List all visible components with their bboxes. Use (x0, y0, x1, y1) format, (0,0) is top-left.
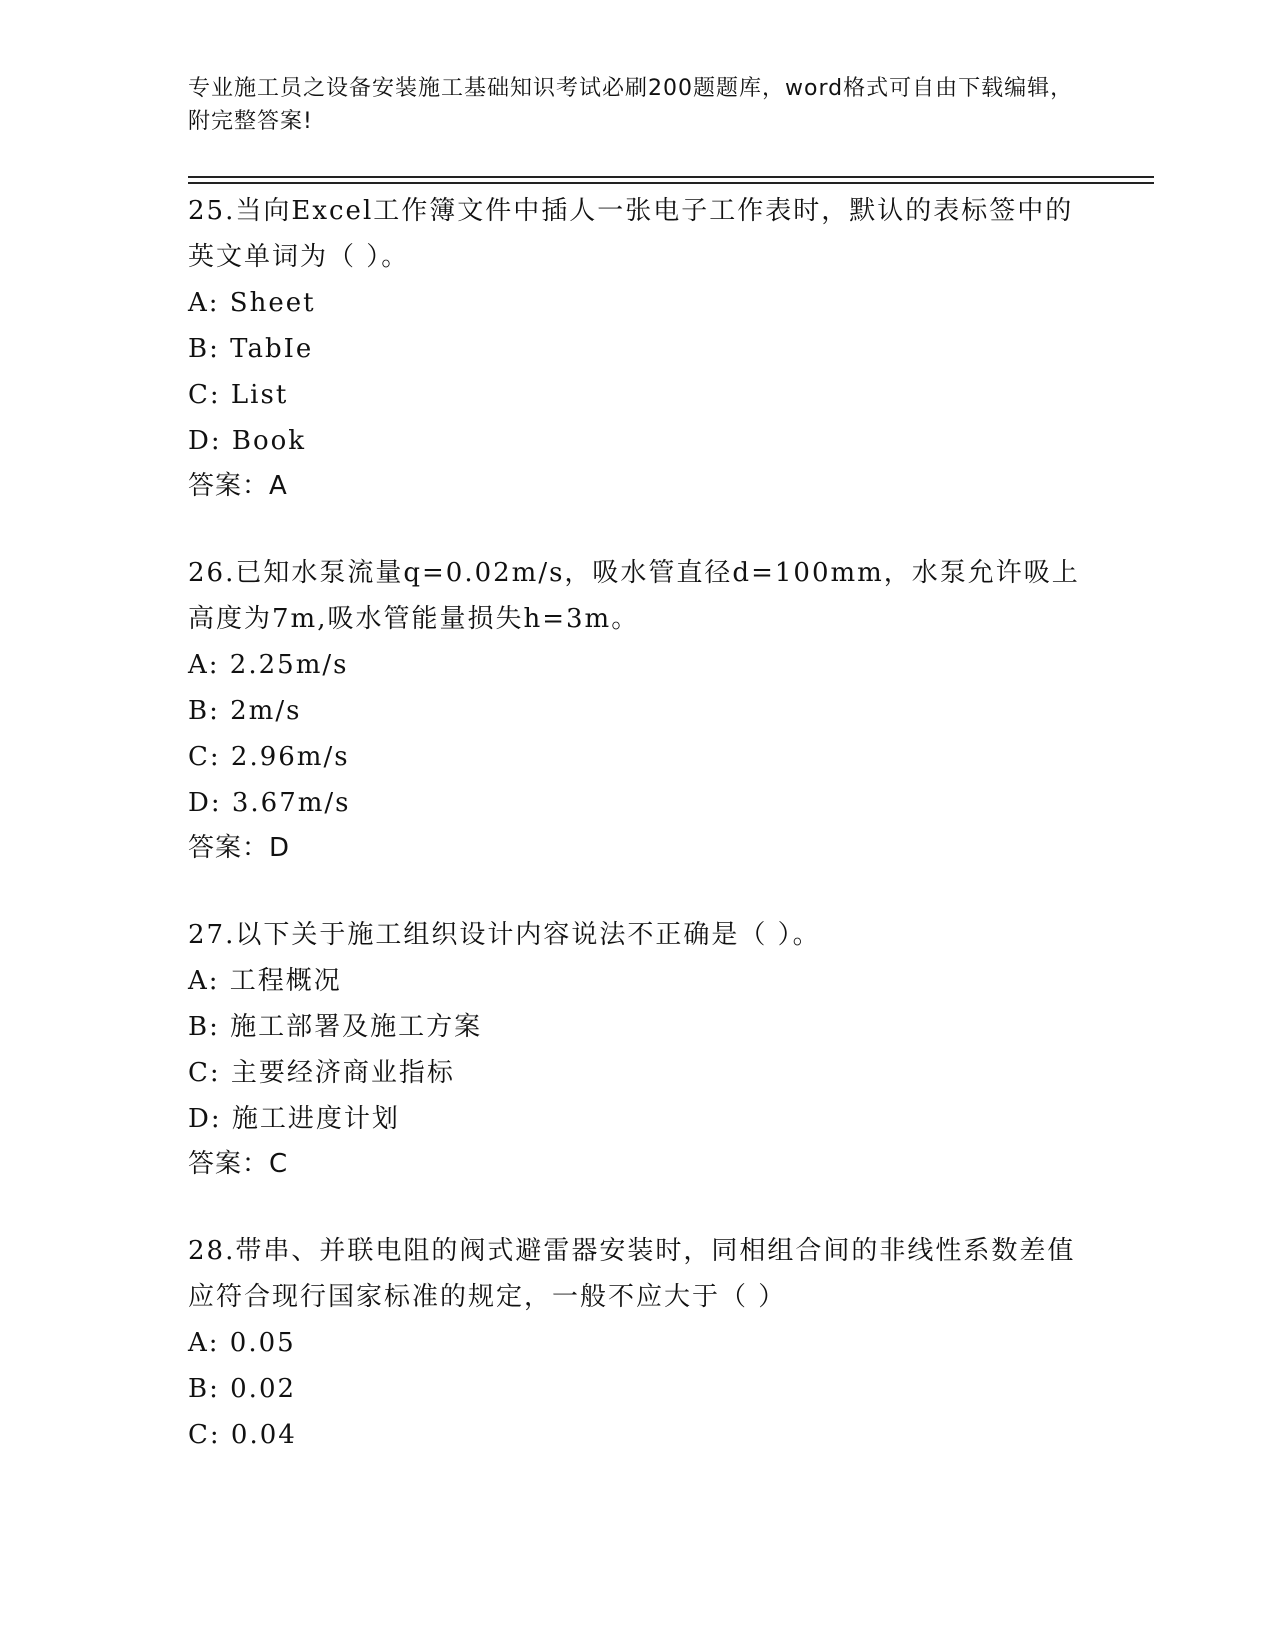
answer-label: 答案：A (188, 471, 288, 501)
question-stem: 26.已知水泵流量q=0.02m/s，吸水管直径d=100mm，水泵允许吸上高度为7m,吸水管能量损失h=3m。 (188, 558, 1080, 634)
option-d: D: Book (188, 426, 307, 456)
option-c: C: 0.04 (188, 1420, 297, 1450)
option-d: D: 施工进度计划 (188, 1104, 400, 1134)
question-stem: 28.带串、并联电阻的阀式避雷器安装时，同相组合间的非线性系数差值应符合现行国家标准的规定，一般不应大于（ ） (188, 1236, 1076, 1312)
question-stem: 25.当向Excel工作簿文件中插人一张电子工作表时，默认的表标签中的英文单词为（ ）。 (188, 196, 1074, 272)
question-27 (188, 912, 1088, 1186)
option-c: C: List (188, 380, 289, 410)
document-header: 专业施工员之设备安装施工基础知识考试必刷200题题库，word格式可自由下载编辑，附完整答案! (188, 76, 1074, 134)
option-a: A: Sheet (188, 288, 316, 318)
option-a: A: 2.25m/s (188, 650, 349, 680)
question-stem: 27.以下关于施工组织设计内容说法不正确是（ ）。 (188, 920, 821, 950)
question-26 (188, 550, 1088, 870)
option-c: C: 主要经济商业指标 (188, 1058, 455, 1088)
option-b: B: TabIe (188, 334, 314, 364)
question-25 (188, 188, 1088, 508)
option-b: B: 2m/s (188, 696, 302, 726)
answer-label: 答案：D (188, 833, 291, 863)
option-a: A: 0.05 (188, 1328, 296, 1358)
option-b: B: 0.02 (188, 1374, 297, 1404)
option-b: B: 施工部署及施工方案 (188, 1012, 483, 1042)
header-divider-bottom (188, 182, 1154, 184)
header-divider-top (188, 176, 1154, 178)
option-c: C: 2.96m/s (188, 742, 350, 772)
question-list (188, 188, 1088, 1500)
option-d: D: 3.67m/s (188, 788, 351, 818)
option-a: A: 工程概况 (188, 966, 342, 996)
answer-label: 答案：C (188, 1149, 289, 1179)
question-28 (188, 1228, 1088, 1458)
